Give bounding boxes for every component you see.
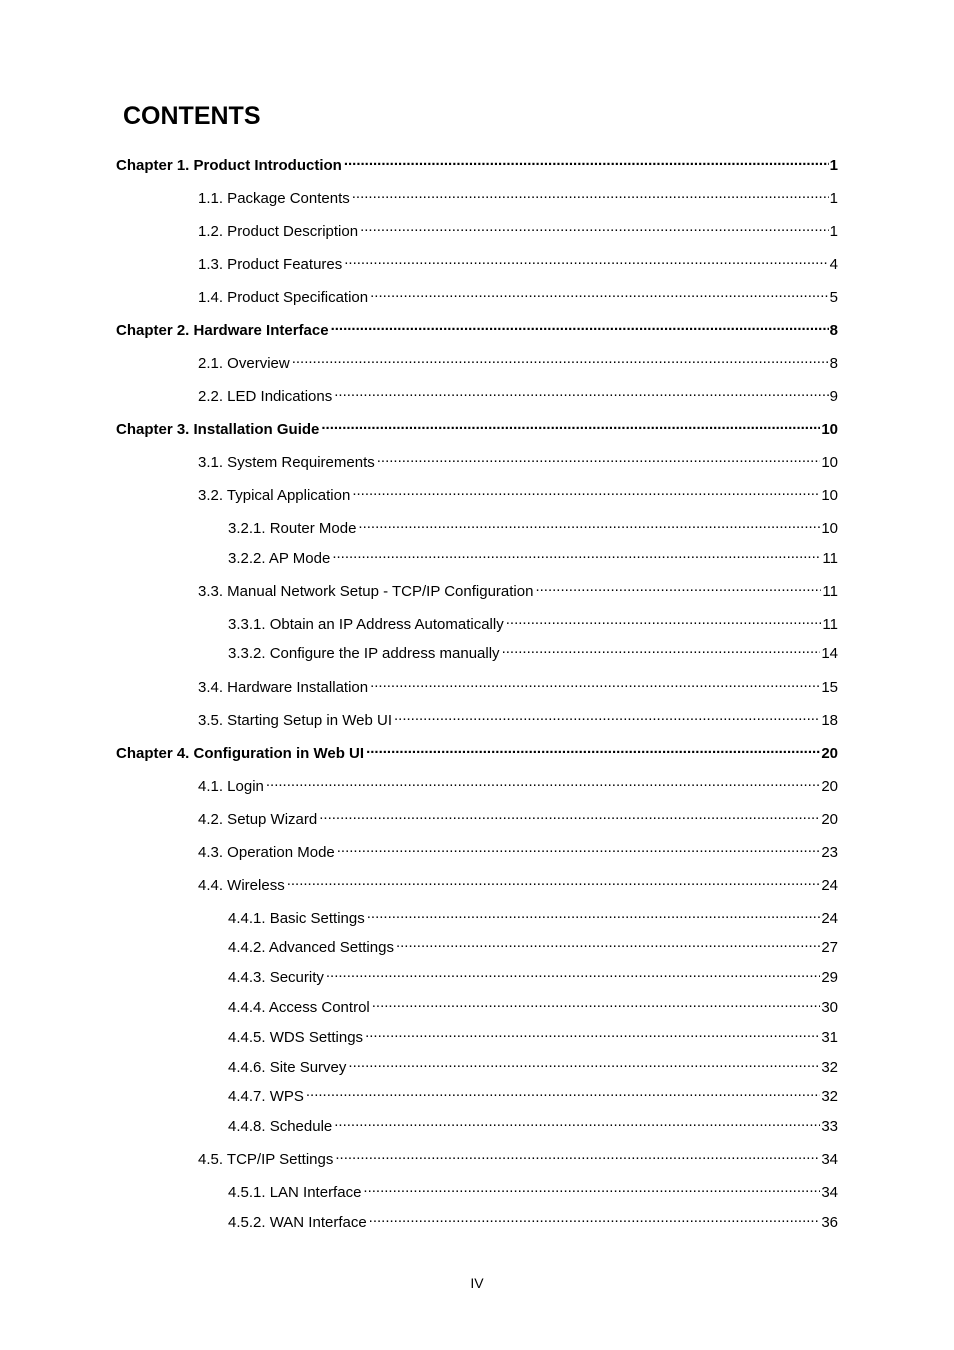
toc-entry-page: 5 [829, 289, 838, 306]
toc-section-entry[interactable] [198, 350, 838, 373]
toc-entry-page: 15 [821, 679, 838, 696]
dot-leader [319, 806, 820, 824]
toc-entry-label: 1.2. Product Description [198, 223, 359, 240]
toc-entry-label: 4.5.2. WAN Interface [228, 1214, 367, 1231]
toc-entry-label: 4.4.5. WDS Settings [228, 1029, 364, 1046]
toc-entry-label: 4.4.3. Security [228, 969, 324, 986]
toc-entry-page: 20 [821, 811, 838, 828]
toc-entry-label: 3.2. Typical Application [198, 487, 351, 504]
dot-leader [326, 964, 820, 982]
toc-entry-label: 2.1. Overview [198, 355, 290, 372]
toc-entry-label: 3.1. System Requirements [198, 454, 375, 471]
dot-leader [287, 872, 821, 890]
toc-entry-page: 10 [821, 421, 838, 438]
dot-leader [363, 1179, 820, 1197]
toc-entry-label: 1.3. Product Features [198, 256, 343, 273]
dot-leader [344, 251, 828, 269]
toc-entry-page: 10 [821, 487, 838, 504]
dot-leader [372, 994, 821, 1012]
page-title: CONTENTS [123, 102, 261, 130]
toc-entry-label: 3.3.2. Configure the IP address manually [228, 645, 500, 662]
toc-subsection-entry[interactable] [228, 611, 838, 634]
toc-entry-page: 4 [829, 256, 838, 273]
toc-entry-page: 24 [821, 877, 838, 894]
toc-entry-page: 1 [829, 190, 838, 207]
toc-subsection-entry[interactable] [228, 545, 838, 568]
toc-entry-page: 9 [829, 388, 838, 405]
toc-entry-label: 2.2. LED Indications [198, 388, 333, 405]
toc-entry-page: 8 [829, 355, 838, 372]
toc-subsection-entry[interactable] [228, 1024, 838, 1047]
page-number: IV [470, 1275, 484, 1291]
toc-entry-page: 14 [821, 645, 838, 662]
toc-chapter-entry[interactable] [116, 416, 838, 439]
toc-section-entry[interactable] [198, 872, 838, 895]
toc-section-entry[interactable] [198, 806, 838, 829]
toc-entry-page: 32 [821, 1088, 838, 1105]
dot-leader [396, 934, 820, 952]
toc-entry-label: 4.4.2. Advanced Settings [228, 939, 394, 956]
toc-entry-label: 4.5.1. LAN Interface [228, 1184, 362, 1201]
dot-leader [365, 1024, 820, 1042]
dot-leader [366, 740, 820, 758]
toc-subsection-entry[interactable] [228, 1113, 838, 1136]
toc-entry-page: 33 [821, 1118, 838, 1135]
toc-entry-label: 3.3.1. Obtain an IP Address Automatically [228, 616, 504, 633]
dot-leader [377, 449, 821, 467]
toc-entry-page: 8 [829, 322, 838, 339]
dot-leader [337, 839, 821, 857]
dot-leader [370, 674, 820, 692]
toc-entry-label: 3.5. Starting Setup in Web UI [198, 712, 392, 729]
toc-entry-page: 34 [821, 1184, 838, 1201]
dot-leader [348, 1054, 820, 1072]
toc-subsection-entry[interactable] [228, 1054, 838, 1077]
dot-leader [344, 152, 829, 170]
toc-section-entry[interactable] [198, 251, 838, 274]
toc-entry-page: 11 [822, 616, 838, 633]
toc-section-entry[interactable] [198, 218, 838, 241]
toc-subsection-entry[interactable] [228, 640, 838, 663]
dot-leader [266, 773, 820, 791]
toc-entry-label: 4.2. Setup Wizard [198, 811, 318, 828]
toc-subsection-entry[interactable] [228, 934, 838, 957]
toc-entry-label: 1.4. Product Specification [198, 289, 369, 306]
toc-entry-page: 31 [821, 1029, 838, 1046]
dot-leader [358, 515, 820, 533]
toc-entry-label: 4.3. Operation Mode [198, 844, 335, 861]
dot-leader [334, 383, 828, 401]
toc-entry-label: 1.1. Package Contents [198, 190, 350, 207]
toc-entry-page: 24 [821, 910, 838, 927]
toc-section-entry[interactable] [198, 674, 838, 697]
toc-entry-label: 4.4.1. Basic Settings [228, 910, 365, 927]
toc-entry-label: Chapter 1. Product Introduction [116, 157, 342, 174]
toc-entry-page: 10 [821, 454, 838, 471]
toc-entry-label: Chapter 4. Configuration in Web UI [116, 745, 365, 762]
toc-entry-page: 10 [821, 520, 838, 537]
toc-entry-page: 20 [821, 745, 838, 762]
dot-leader [335, 1146, 820, 1164]
dot-leader [506, 611, 822, 629]
dot-leader [321, 416, 820, 434]
toc-subsection-entry[interactable] [228, 905, 838, 928]
toc-subsection-entry[interactable] [228, 515, 838, 538]
toc-entry-label: Chapter 3. Installation Guide [116, 421, 320, 438]
toc-entry-page: 29 [821, 969, 838, 986]
toc-section-entry[interactable] [198, 482, 838, 505]
toc-section-entry[interactable] [198, 578, 838, 601]
toc-subsection-entry[interactable] [228, 1179, 838, 1202]
toc-entry-label: 3.2.2. AP Mode [228, 550, 331, 567]
toc-entry-label: 4.4.4. Access Control [228, 999, 370, 1016]
dot-leader [334, 1113, 820, 1131]
toc-subsection-entry[interactable] [228, 964, 838, 987]
toc-section-entry[interactable] [198, 383, 838, 406]
toc-entry-page: 34 [821, 1151, 838, 1168]
dot-leader [332, 545, 821, 563]
toc-chapter-entry[interactable] [116, 152, 838, 175]
toc-entry-label: 3.4. Hardware Installation [198, 679, 369, 696]
toc-entry-page: 27 [821, 939, 838, 956]
toc-entry-page: 30 [821, 999, 838, 1016]
dot-leader [360, 218, 829, 236]
dot-leader [370, 284, 829, 302]
toc-entry-label: 4.4.8. Schedule [228, 1118, 333, 1135]
dot-leader [367, 905, 821, 923]
toc-entry-page: 18 [821, 712, 838, 729]
toc-section-entry[interactable] [198, 449, 838, 472]
dot-leader [369, 1209, 821, 1227]
toc-subsection-entry[interactable] [228, 1209, 838, 1232]
toc-entry-label: 3.2.1. Router Mode [228, 520, 357, 537]
toc-section-entry[interactable] [198, 284, 838, 307]
toc-entry-label: 3.3. Manual Network Setup - TCP/IP Configuration [198, 583, 534, 600]
toc-chapter-entry[interactable] [116, 740, 838, 763]
toc-entry-label: 4.4.6. Site Survey [228, 1059, 347, 1076]
toc-section-entry[interactable] [198, 1146, 838, 1169]
toc-entry-page: 1 [829, 157, 838, 174]
toc-entry-page: 36 [821, 1214, 838, 1231]
toc-entry-label: 4.4.7. WPS [228, 1088, 304, 1105]
dot-leader [292, 350, 829, 368]
toc-entry-page: 23 [821, 844, 838, 861]
dot-leader [502, 640, 821, 658]
toc-chapter-entry[interactable] [116, 317, 838, 340]
toc-entry-label: 4.1. Login [198, 778, 264, 795]
dot-leader [331, 317, 829, 335]
toc-entry-page: 11 [822, 583, 838, 600]
dot-leader [352, 482, 820, 500]
toc-entry-label: 4.4. Wireless [198, 877, 285, 894]
toc-entry-page: 11 [822, 550, 838, 567]
toc-entry-page: 32 [821, 1059, 838, 1076]
toc-entry-page: 20 [821, 778, 838, 795]
toc-subsection-entry[interactable] [228, 1083, 838, 1106]
dot-leader [535, 578, 821, 596]
dot-leader [394, 707, 820, 725]
dot-leader [352, 185, 829, 203]
toc-subsection-entry[interactable] [228, 994, 838, 1017]
toc-section-entry[interactable] [198, 707, 838, 730]
toc-entry-label: Chapter 2. Hardware Interface [116, 322, 329, 339]
toc-section-entry[interactable] [198, 839, 838, 862]
dot-leader [306, 1083, 820, 1101]
toc-entry-page: 1 [829, 223, 838, 240]
toc-section-entry[interactable] [198, 773, 838, 796]
toc-section-entry[interactable] [198, 185, 838, 208]
toc-entry-label: 4.5. TCP/IP Settings [198, 1151, 334, 1168]
